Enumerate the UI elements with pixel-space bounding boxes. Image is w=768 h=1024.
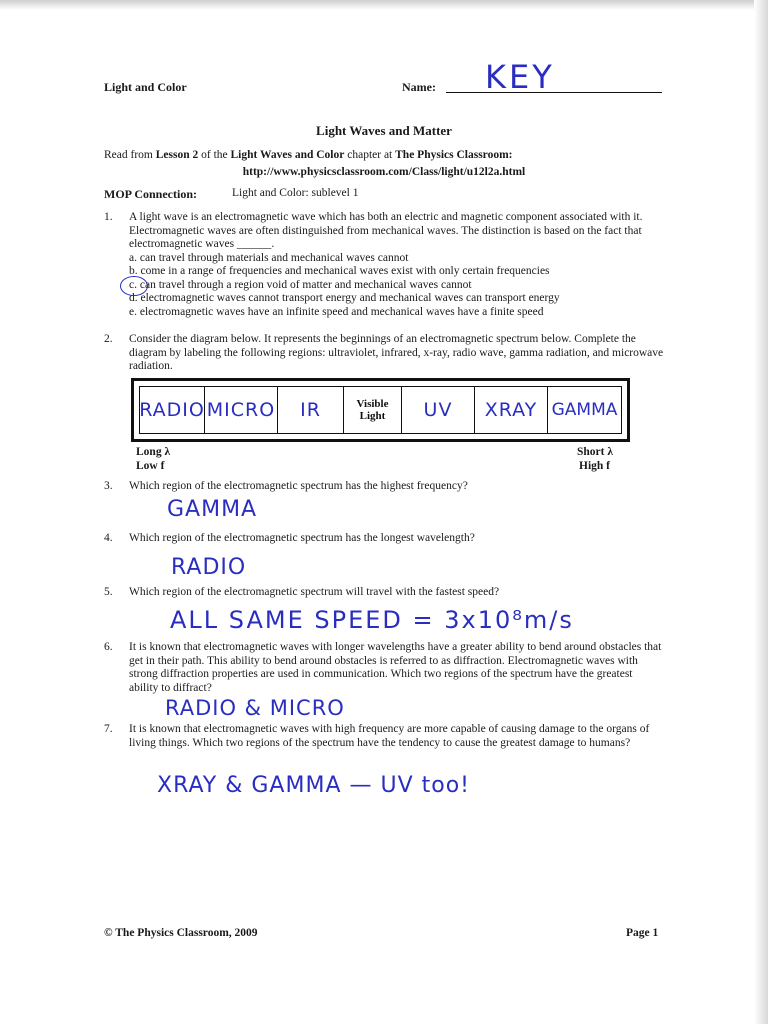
intro-mid: of the bbox=[198, 149, 231, 161]
question-number: 5. bbox=[104, 586, 113, 598]
high-frequency-label: High f bbox=[579, 460, 610, 472]
question-number: 6. bbox=[104, 641, 113, 653]
question-2 bbox=[104, 333, 664, 374]
option-d: d. electromagnetic waves cannot transport energy and mechanical waves can transport energy bbox=[129, 292, 560, 304]
question-number: 1. bbox=[104, 211, 113, 223]
intro-chapter: Light Waves and Color bbox=[230, 149, 345, 161]
spectrum-cell-uv: UV bbox=[402, 387, 475, 433]
question-text: Which region of the electromagnetic spectrum will travel with the fastest speed? bbox=[129, 586, 500, 598]
spectrum-cell-gamma: GAMMA bbox=[551, 400, 618, 420]
intro-line bbox=[104, 149, 512, 161]
spectrum-cell-xray: XRAY bbox=[475, 387, 548, 433]
question-text: It is known that electromagnetic waves with longer wavelengths have a greater ability to bend around obstacles that get in their path. This ability to bend around obstacles is referred to as diffraction. Electromagnetic waves with strong diffraction properties are used in communication. Which two regions of the spectrum have the greatest ability to diffract? bbox=[129, 641, 662, 694]
intro-url: http://www.physicsclassroom.com/Class/light/u12l2a.html bbox=[242, 166, 526, 178]
name-handwritten: KEY bbox=[485, 58, 555, 96]
intro-lesson: Lesson 2 bbox=[155, 149, 199, 161]
page-number: Page 1 bbox=[626, 927, 659, 939]
spectrum-cell-ir: IR bbox=[278, 387, 344, 433]
question-number: 3. bbox=[104, 480, 113, 492]
spectrum-cell-micro: MICRO bbox=[205, 387, 278, 433]
option-e: e. electromagnetic waves have an infinite speed and mechanical waves have a finite speed bbox=[129, 305, 544, 318]
mop-value: Light and Color: sublevel 1 bbox=[232, 187, 359, 199]
question-6 bbox=[104, 641, 664, 695]
question-text: It is known that electromagnetic waves with high frequency are more capable of causing damage to the organs of living things. Which two regions of the spectrum have the tendency to cause the greatest damage to humans? bbox=[129, 723, 650, 749]
option-c: c. can travel through a region void of matter and mechanical waves cannot bbox=[129, 278, 472, 291]
question-4 bbox=[104, 532, 664, 546]
question-text: Which region of the electromagnetic spectrum has the longest wavelength? bbox=[129, 532, 475, 544]
intro-site: The Physics Classroom: bbox=[395, 149, 513, 161]
answer-7: XRAY & GAMMA — UV too! bbox=[157, 773, 470, 798]
question-number: 4. bbox=[104, 532, 113, 544]
spectrum-diagram bbox=[131, 378, 630, 442]
question-7 bbox=[104, 723, 664, 750]
long-wavelength-label: Long λ bbox=[136, 446, 171, 458]
page-title: Light Waves and Matter bbox=[316, 123, 452, 138]
option-b: b. come in a range of frequencies and mechanical waves exist with only certain frequencies bbox=[129, 265, 550, 277]
answer-3: GAMMA bbox=[167, 497, 258, 522]
intro-mid2: chapter at bbox=[344, 149, 396, 161]
low-frequency-label: Low f bbox=[136, 460, 165, 472]
question-3 bbox=[104, 480, 664, 494]
question-number: 7. bbox=[104, 723, 113, 735]
intro-prefix: Read from bbox=[104, 149, 156, 161]
subject-label: Light and Color bbox=[104, 80, 187, 94]
question-text: Which region of the electromagnetic spectrum has the highest frequency? bbox=[129, 480, 468, 492]
option-a: a. can travel through materials and mechanical waves cannot bbox=[129, 251, 409, 264]
mop-label: MOP Connection: bbox=[104, 187, 197, 201]
answer-5: ALL SAME SPEED = 3x10⁸m/s bbox=[170, 606, 574, 634]
question-1 bbox=[104, 211, 664, 319]
question-number: 2. bbox=[104, 333, 113, 345]
question-text: A light wave is an electromagnetic wave which has both an electric and magnetic component associated with it. Electromagnetic waves are often distinguished from mechanical waves. The distinction is based on the fact that electromagnetic waves ______. bbox=[129, 211, 643, 250]
answer-4: RADIO bbox=[171, 555, 247, 580]
answer-6: RADIO & MICRO bbox=[165, 696, 345, 720]
short-wavelength-label: Short λ bbox=[577, 446, 613, 458]
scan-right-edge bbox=[754, 0, 768, 1024]
spectrum-cell-radio: RADIO bbox=[140, 387, 205, 433]
answer-circle-c bbox=[120, 276, 148, 296]
question-5 bbox=[104, 586, 664, 600]
name-label: Name: bbox=[402, 80, 436, 94]
question-text: Consider the diagram below. It represents the beginnings of an electromagnetic spectrum below. Complete the diagram by labeling the following regions: ultraviolet, infrared, x-ray, radio wave, gamma radiation, and microwave radiation. bbox=[129, 333, 664, 372]
scan-top-edge bbox=[0, 0, 768, 10]
copyright: © The Physics Classroom, 2009 bbox=[104, 927, 258, 939]
spectrum-cell-visible: Visible Light bbox=[344, 387, 402, 433]
